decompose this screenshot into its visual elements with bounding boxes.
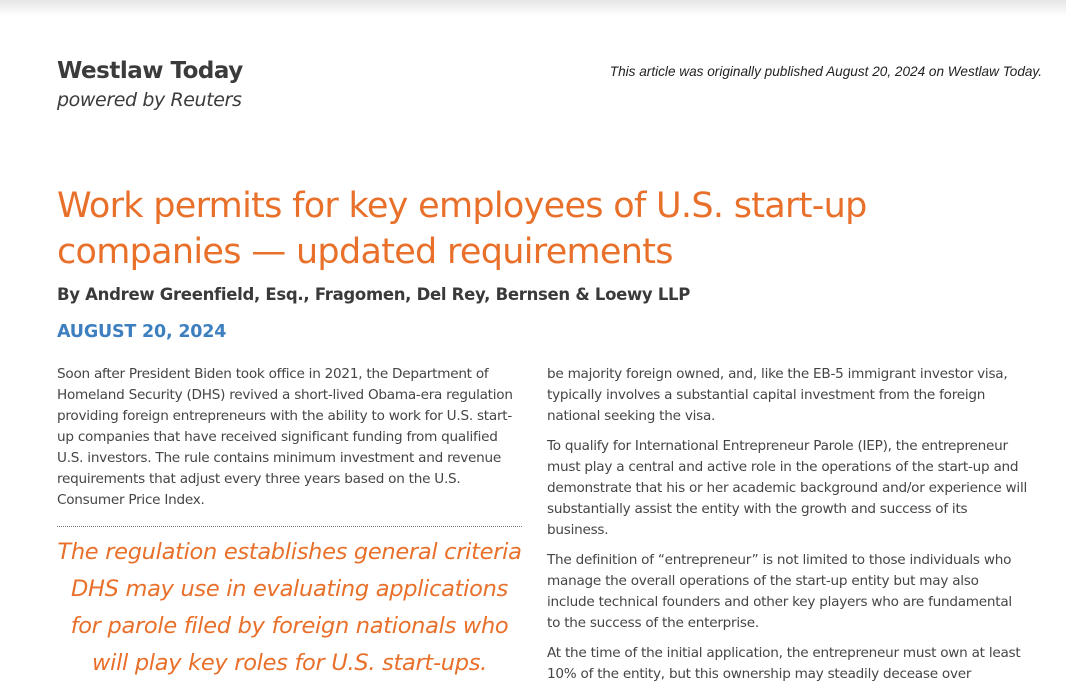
- pull-quote: The regulation establishes general criteria DHS may use in evaluating applications for parole filed by foreign nationals who will play key roles for U.S. start-ups.: [57, 539, 522, 676]
- article-title: Work permits for key employees of U.S. start-up companies — updated requirements: [57, 186, 867, 272]
- publication-note: This article was originally published August 20, 2024 on Westlaw Today.: [609, 64, 1042, 79]
- body-paragraph: The definition of “entrepreneur” is not limited to those individuals who manage the overall operations of the start-up entity but may also include technical founders and other key players who are fundamental to the success of the enterprise.: [547, 552, 1012, 631]
- right-column: [547, 364, 1027, 694]
- pull-quote-divider: [57, 526, 522, 527]
- article-date: AUGUST 20, 2024: [57, 322, 227, 342]
- left-column: [57, 364, 527, 520]
- brand-name: Westlaw Today: [57, 58, 243, 84]
- body-paragraph: be majority foreign owned, and, like the EB-5 immigrant investor visa, typically involves a substantial capital investment from the foreign national seeking the visa.: [547, 366, 1008, 424]
- body-paragraph: At the time of the initial application, the entrepreneur must own at least 10% of the entity, but this ownership may steadily decease over: [547, 645, 1021, 682]
- article-byline: By Andrew Greenfield, Esq., Fragomen, Del Rey, Bernsen & Loewy LLP: [57, 285, 691, 304]
- body-paragraph: Soon after President Biden took office in 2021, the Department of Homeland Security (DHS) revived a short-lived Obama-era regulation providing foreign entrepreneurs with the ability to work for U.S. start-up companies that have received significant funding from qualified U.S. investors. The rule contains minimum investment and revenue requirements that adjust every three years based on the U.S. Consumer Price Index.: [57, 366, 513, 508]
- top-edge-shadow: [0, 0, 1066, 16]
- body-paragraph: To qualify for International Entrepreneur Parole (IEP), the entrepreneur must play a central and active role in the operations of the start-up and demonstrate that his or her academic background and/or experience will substantially assist the entity with the growth and success of its business.: [547, 438, 1028, 538]
- brand-tagline: powered by Reuters: [57, 89, 242, 111]
